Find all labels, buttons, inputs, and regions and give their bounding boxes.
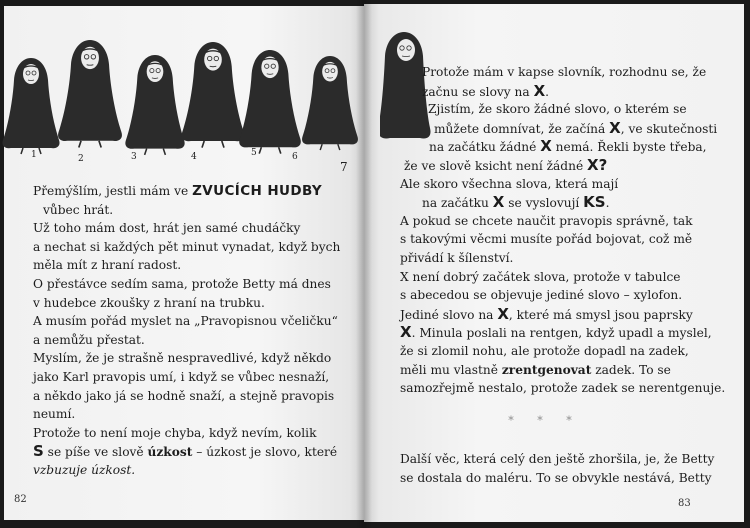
text-line: s takovými věcmi musíte pořád bojovat, což mě <box>400 232 693 247</box>
text-run: zadek. To se <box>591 362 671 377</box>
text-line <box>400 118 718 138</box>
text-run: můžete domnívat, že začíná <box>434 121 610 136</box>
text-run: začnu se slovy na <box>422 84 534 99</box>
text-run: Jediné slovo na <box>400 307 498 322</box>
nun-number: 2 <box>78 154 84 164</box>
text-line <box>400 323 712 342</box>
text-line: vzbuzuje úzkost. <box>33 462 136 477</box>
section-break-stars: * * * <box>508 413 582 427</box>
text-run: na začátku <box>422 196 493 211</box>
nun-figure <box>182 42 245 148</box>
text-run: měli mu vlastně <box>400 362 502 377</box>
text-run: na začátku žádné <box>429 140 541 155</box>
bold-word: zrentgenovat <box>501 362 592 377</box>
text-line: O přestávce sedím sama, protože Betty má dnes <box>33 276 331 291</box>
nun-number: 7 <box>340 160 348 174</box>
text-line: měla mít z hraní radost. <box>33 258 182 273</box>
big-letter: X <box>609 118 621 137</box>
text-line: Protože mám v kapse slovník, rozhodnu se, že <box>422 65 707 79</box>
text-line: Protože to není moje chyba, když nevím, kolik <box>33 425 317 440</box>
text-line: Zjistím, že skoro žádné slovo, o kterém se <box>428 102 687 117</box>
text-line <box>400 137 707 156</box>
text-line: samozřejmě nestalo, protože zadek se nerentgenuje. <box>400 381 726 396</box>
text-line: s abecedou se objevuje jediné slovo – xylofon. <box>400 288 683 303</box>
text-line: že si zlomil nohu, ale protože dopadl na zadek, <box>400 343 689 358</box>
text-line: přivádí k šílenství. <box>400 250 514 265</box>
nun-figure <box>239 50 301 154</box>
nun-number: 4 <box>191 152 197 162</box>
big-letter: X? <box>587 155 608 174</box>
book-title-emphasis: ZVUCÍCH HUDBY <box>192 183 323 199</box>
text-line: Myslím, že je strašně nespravedlivé, když někdo <box>33 351 332 366</box>
nuns-illustration <box>0 30 370 180</box>
text-line <box>33 442 338 461</box>
text-line: v hudebce zkoušky z hraní na trubku. <box>33 295 265 310</box>
text-line: a někdo jako já se hodně snaží, a stejně pravopis <box>33 388 335 403</box>
text-line <box>400 193 690 212</box>
text-line: A musím pořád myslet na „Pravopisnou včeličku“ <box>33 314 338 329</box>
text-run: , které má smysl jsou paprsky <box>508 307 693 322</box>
text-run: nemá. Řekli byste třeba, <box>551 140 707 155</box>
big-letter: X <box>540 137 552 156</box>
left-page-text <box>33 182 341 480</box>
text-line: Už toho mám dost, hrát jen samé chudáčky <box>33 221 301 236</box>
text-run: se vyslovují <box>504 196 584 211</box>
big-letter: X <box>497 304 509 323</box>
text-line <box>400 82 690 101</box>
text-run: Přemýšlím, jestli mám ve <box>33 184 193 198</box>
big-letter: X <box>400 323 412 342</box>
nun-number: 5 <box>251 148 257 158</box>
text-line: se dostala do maléru. To se obvykle nestává, Betty <box>400 470 712 485</box>
nun-figure <box>58 40 122 148</box>
text-run: . <box>605 196 610 211</box>
nun-figure <box>302 56 358 150</box>
text-line <box>400 156 690 175</box>
text-run: . Minula poslali na rentgen, když upadl a myslel, <box>411 326 712 341</box>
text-line: vůbec hrát. <box>43 202 114 217</box>
text-line: X není dobrý začátek slova, protože v tabulce <box>400 269 681 284</box>
big-letters: KS <box>583 193 606 212</box>
text-line <box>400 361 690 380</box>
big-letter: X <box>492 193 505 212</box>
nun-figure <box>2 58 59 154</box>
big-letter: X <box>533 81 546 100</box>
big-letter: S <box>33 442 44 461</box>
text-line: Další věc, která celý den ještě zhoršila, je, že Betty <box>400 452 715 467</box>
text-run: že ve slově ksicht není žádné <box>404 158 588 173</box>
bold-word: úzkost <box>147 445 193 460</box>
text-line <box>400 304 693 324</box>
text-line: A pokud se chcete naučit pravopis správně, tak <box>400 213 693 228</box>
text-run: – úzkost je slovo, které <box>192 445 338 460</box>
text-line <box>33 182 333 201</box>
nun-number: 1 <box>31 150 37 160</box>
text-line: a nemůžu přestat. <box>33 332 145 347</box>
page-number-left: 82 <box>14 494 27 505</box>
nun-figure <box>125 55 184 155</box>
text-run: se píše ve slově <box>43 445 148 460</box>
page-number-right: 83 <box>678 498 691 509</box>
nun-number: 6 <box>292 152 298 162</box>
text-run: , ve skutečnosti <box>620 121 718 136</box>
text-line: jako Karl pravopis umí, i když se vůbec nesnaží, <box>33 369 330 384</box>
right-page-text <box>400 63 726 487</box>
text-run: . <box>545 84 550 99</box>
text-line: neumí. <box>33 407 76 422</box>
text-line: a nechat si každých pět minut vynadat, když bych <box>33 239 341 254</box>
nun-number: 3 <box>131 152 137 162</box>
text-line: Ale skoro všechna slova, která mají <box>400 176 619 191</box>
